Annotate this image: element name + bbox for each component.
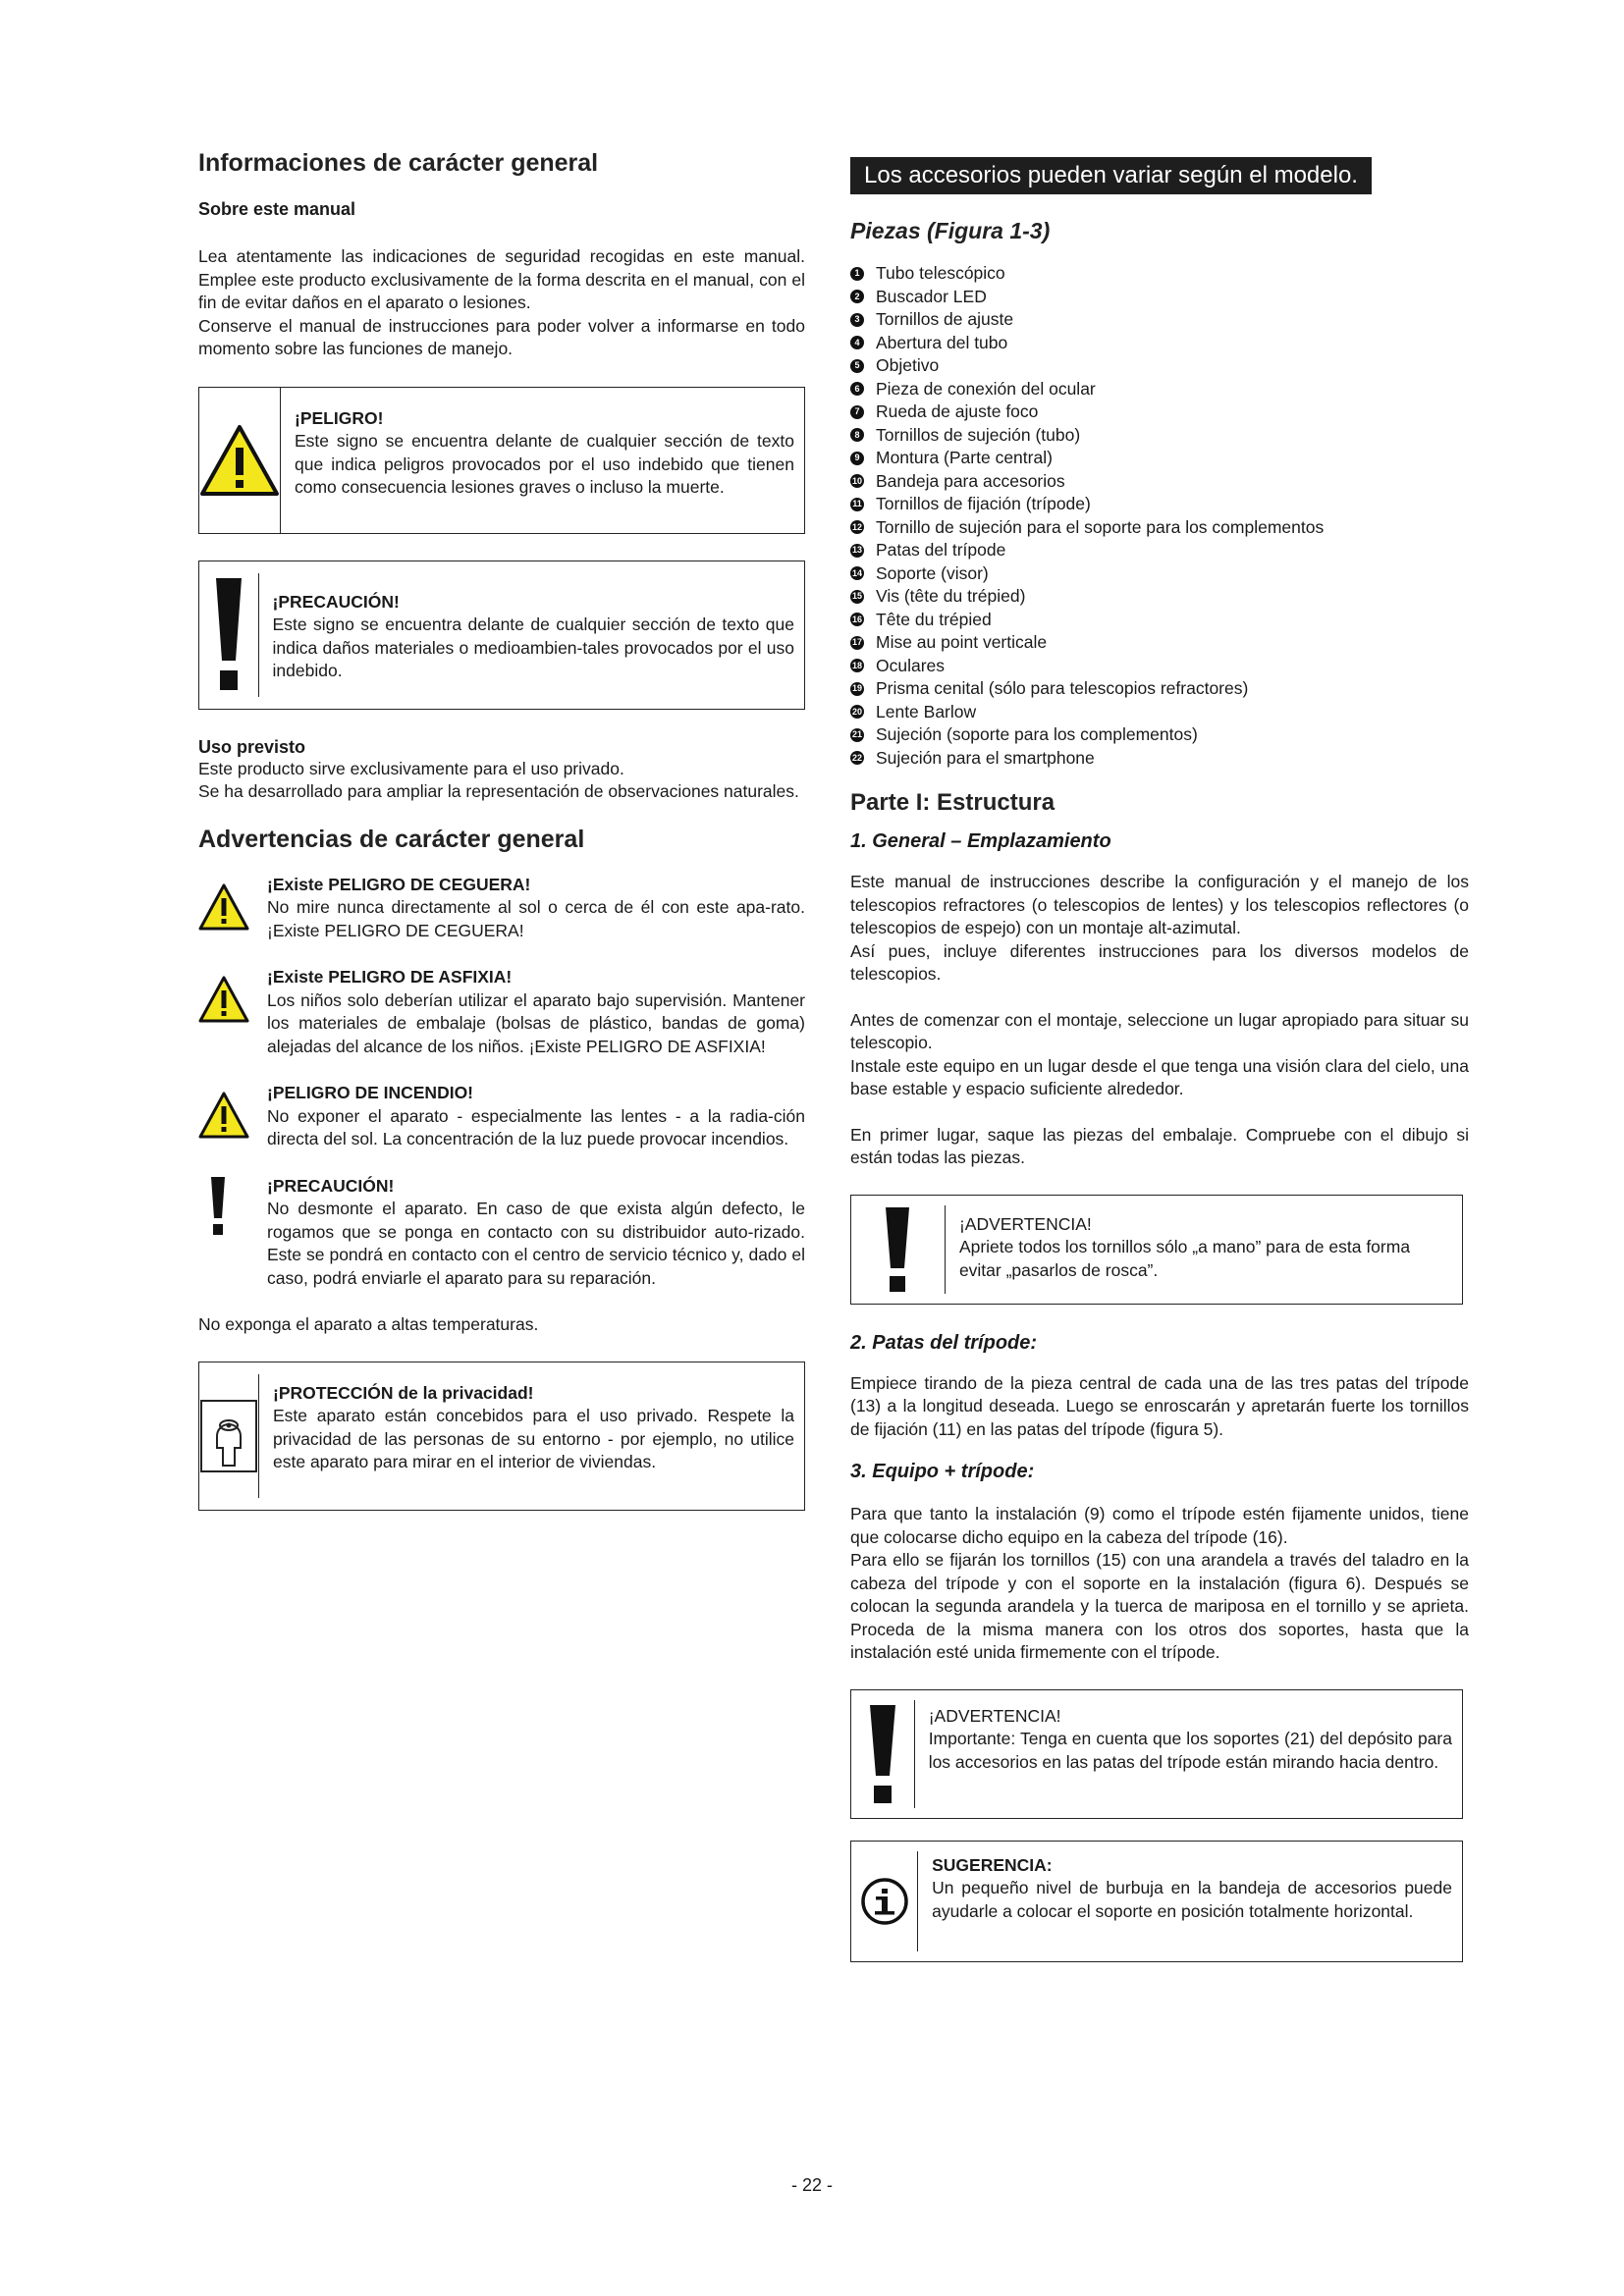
caution-box (198, 561, 805, 710)
accessories-banner: Los accesorios pueden variar según el modelo. (850, 157, 1372, 194)
warning-box-1 (850, 1195, 1463, 1305)
list-item: 2 Buscador LED (850, 286, 1469, 309)
general-text-2b: Instale este equipo en un lugar desde el que tenga una visión clara del cielo, una base estable y espacio suficiente alrededor. (850, 1055, 1469, 1098)
privacy-text: Este aparato están concebidos para el uso privado. Respete la privacidad de las personas de su entorno - por ejemplo, no utilice este aparato para mirar en el interior de viviendas. (273, 1406, 794, 1471)
privacy-keyhole-icon (199, 1374, 259, 1498)
right-column (850, 157, 1469, 1962)
warning-triangle-icon (198, 874, 267, 943)
section-title-general-info: Informaciones de carácter general (198, 149, 599, 177)
warning-title: ¡Existe PELIGRO DE ASFIXIA! (267, 967, 513, 987)
list-item: 11 Tornillos de fijación (trípode) (850, 493, 1469, 516)
equipment-tripod-heading: 3. Equipo + trípode: (850, 1461, 1035, 1482)
warning-blindness (198, 874, 805, 943)
about-manual-text-2: Conserve el manual de instrucciones para poder volver a informarse en todo momento sobre las funciones de manejo. (198, 315, 805, 358)
caution-text: Este signo se encuentra delante de cualquier sección de texto que indica daños materiales o medioambien-tales provocados por el uso indebido. (272, 614, 794, 680)
warning-title: ¡PRECAUCIÓN! (267, 1175, 395, 1196)
parts-heading: Piezas (Figura 1-3) (850, 218, 1051, 243)
warning-text: Apriete todos los tornillos sólo „a mano” para de esta forma evitar „pasarlos de rosca”. (958, 1237, 1411, 1280)
danger-text: Este signo se encuentra delante de cualquier sección de texto que indica peligros provocados por el uso indebido que tienen como consecuencia lesiones graves o incluso la muerte. (295, 431, 794, 497)
warning-triangle-icon (199, 388, 281, 533)
equipment-tripod-text-2: Para ello se fijarán los tornillos (15) con una arandela a través del taladro en la cabeza del trípode y con el soporte en la instalación (figura 6). Después se colocan la segunda arandela y la tuerca de mariposa en el tornillo y se aprieta. Proceda de la misma manera con los otros dos soportes, hasta que la instalación esté unida firmemente con el trípode. (850, 1550, 1469, 1662)
warning-title: ¡PELIGRO DE INCENDIO! (267, 1083, 474, 1102)
list-item: 9 Montura (Parte central) (850, 447, 1469, 470)
list-item: 4 Abertura del tubo (850, 332, 1469, 355)
tripod-legs-heading: 2. Patas del trípode: (850, 1331, 1038, 1354)
tip-box (850, 1841, 1463, 1962)
warning-title: ¡Existe PELIGRO DE CEGUERA! (267, 874, 531, 894)
list-item: 6 Pieza de conexión del ocular (850, 378, 1469, 401)
tip-text: Un pequeño nivel de burbuja en la bandeja de accesorios puede ayudarle a colocar el soporte en posición totalmente horizontal. (932, 1878, 1452, 1921)
list-item: 14 Soporte (visor) (851, 562, 989, 583)
list-item: 22 Sujeción para el smartphone (851, 747, 1095, 768)
about-manual-heading: Sobre este manual (198, 199, 356, 219)
list-item: 15 Vis (tête du trépied) (851, 586, 1026, 606)
tip-title: SUGERENCIA: (932, 1854, 1053, 1875)
list-item: 21 Sujeción (soporte para los complementos) (851, 724, 1198, 744)
privacy-title: ¡PROTECCIÓN de la privacidad! (273, 1382, 534, 1403)
temperature-text: No exponga el aparato a altas temperaturas. (198, 1314, 539, 1334)
part1-heading: Parte I: Estructura (850, 789, 1056, 816)
list-item: 5 Objetivo (850, 354, 1469, 378)
warning-title: ¡ADVERTENCIA! (958, 1213, 1092, 1234)
general-text-1b: Así pues, incluye diferentes instrucciones para los diversos modelos de telescopios. (850, 940, 1469, 984)
general-text-3: En primer lugar, saque las piezas del embalaje. Compruebe con el dibujo si están todas las piezas. (850, 1124, 1469, 1167)
danger-box (198, 387, 805, 534)
exclamation-icon (851, 1205, 946, 1294)
list-item: 8 Tornillos de sujeción (tubo) (850, 424, 1469, 448)
warning-fire (198, 1082, 805, 1151)
general-text-1: Este manual de instrucciones describe la configuración y el manejo de los telescopios refractores (o telescopios de lentes) y los telescopios reflectores (o telescopios de espejo) con un montaje alt-azimutal. (850, 872, 1469, 937)
list-item: 3 Tornillos de ajuste (850, 308, 1469, 332)
warning-text: Importante: Tenga en cuenta que los soportes (21) del depósito para los accesorios en las patas del trípode están mirando hacia dentro. (928, 1729, 1452, 1772)
warning-text: No desmonte el aparato. En caso de que exista algún defecto, le rogamos que se ponga en contacto con su distribuidor auto-rizado. Este se pondrá en contacto con el centro de servicio técnico y, dado el caso, podrá enviarle el aparato para su reparación. (267, 1199, 805, 1288)
list-item: 10 Bandeja para accesorios (851, 470, 1065, 491)
list-item: 12 Tornillo de sujeción para el soporte para los complementos (851, 516, 1325, 537)
intended-use-text-2: Se ha desarrollado para ampliar la representación de observaciones naturales. (198, 781, 799, 801)
list-item: 16 Tête du trépied (851, 609, 992, 629)
list-item: 20 Lente Barlow (851, 701, 977, 721)
caution-title: ¡PRECAUCIÓN! (272, 591, 400, 612)
general-text-2: Antes de comenzar con el montaje, seleccione un lugar apropiado para situar su telescopio. (850, 1009, 1469, 1052)
intended-use-text-1: Este producto sirve exclusivamente para el uso privado. (198, 758, 624, 778)
info-icon (851, 1851, 918, 1951)
warnings-list (198, 874, 805, 1291)
list-item: 7 Rueda de ajuste foco (850, 400, 1469, 424)
warning-text: No exponer el aparato - especialmente las lentes - a la radia-ción directa del sol. La concentración de la luz puede provocar incendios. (267, 1105, 805, 1148)
general-location-heading: 1. General – Emplazamiento (850, 830, 1111, 852)
exclamation-icon (199, 573, 259, 697)
parts-list (850, 262, 1469, 770)
page-number: - 22 - (790, 2175, 833, 2195)
warning-suffocation (198, 966, 805, 1058)
list-item: 1 Tubo telescópico (850, 262, 1469, 286)
section-title-warnings: Advertencias de carácter general (198, 825, 585, 853)
warning-text: No mire nunca directamente al sol o cerca de él con este apa-rato. ¡Existe PELIGRO DE CEGUERA! (267, 897, 805, 940)
tripod-legs-text: Empiece tirando de la pieza central de cada una de las tres patas del trípode (13) a la longitud deseada. Luego se enroscarán y apretarán fuerte los tornillos de fijación (11) en las patas del trípode (figura 5). (850, 1372, 1469, 1439)
equipment-tripod-text-1: Para que tanto la instalación (9) como el trípode estén fijamente unidos, tiene que colocarse dicho equipo en la cabeza del trípode (16). (850, 1504, 1469, 1547)
exclamation-icon (198, 1175, 267, 1291)
warning-caution (198, 1175, 805, 1291)
list-item: 18 Oculares (851, 655, 946, 675)
exclamation-icon (851, 1700, 915, 1808)
privacy-box (198, 1362, 805, 1511)
list-item: 13 Patas del trípode (851, 540, 1006, 560)
intended-use-heading: Uso previsto (198, 736, 306, 757)
list-item: 19 Prisma cenital (sólo para telescopios refractores) (851, 678, 1249, 698)
warning-title: ¡ADVERTENCIA! (928, 1705, 1061, 1726)
warning-triangle-icon (198, 1082, 267, 1151)
about-manual-text: Lea atentamente las indicaciones de seguridad recogidas en este manual. Emplee este producto exclusivamente de la forma descrita en el manual, con el fin de evitar daños en el aparato o lesiones. (198, 246, 805, 312)
left-column (198, 149, 805, 1511)
warning-text: Los niños solo deberían utilizar el aparato bajo supervisión. Mantener los materiales de embalaje (bolsas de plástico, bandas de goma) alejadas del alcance de los niños. ¡Existe PELIGRO DE ASFIXIA! (267, 989, 805, 1056)
list-item: 17 Mise au point verticale (851, 632, 1048, 652)
warning-box-2 (850, 1689, 1463, 1819)
danger-title: ¡PELIGRO! (295, 407, 384, 428)
warning-triangle-icon (198, 966, 267, 1058)
